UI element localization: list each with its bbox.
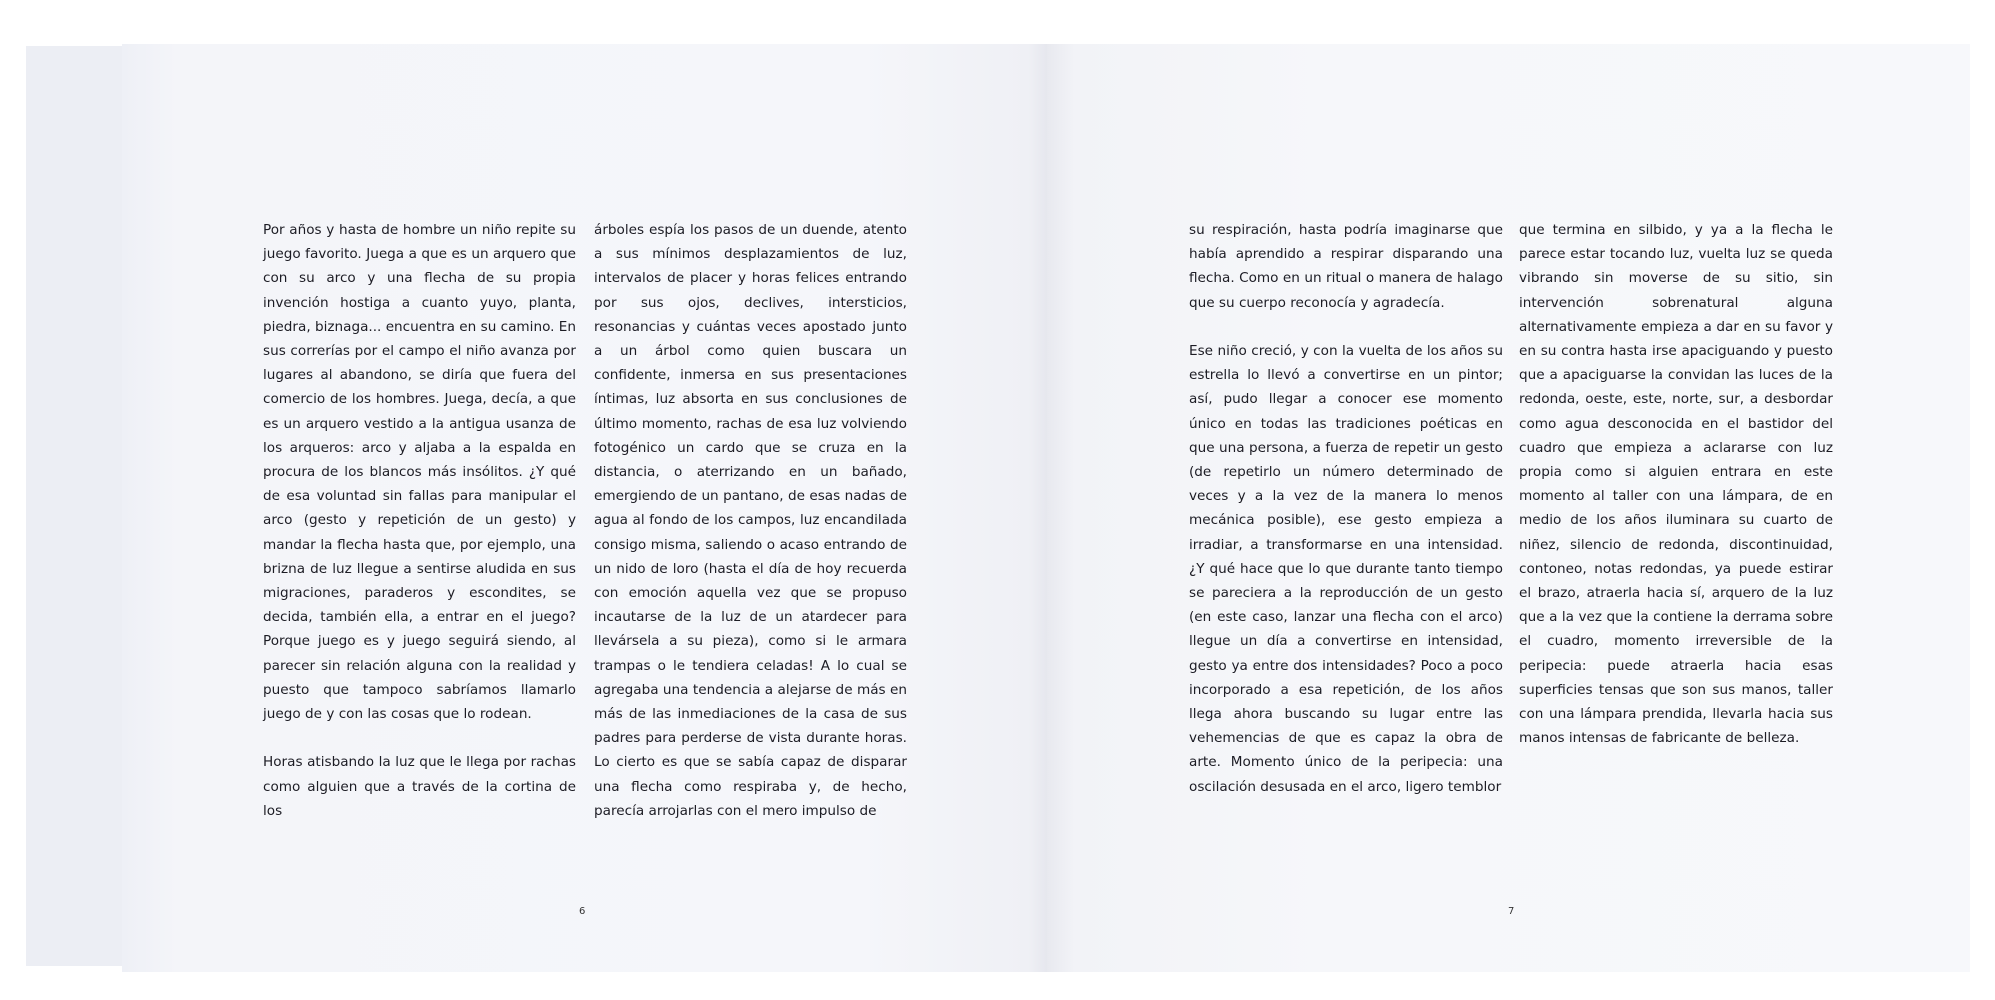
right-page-column-1 bbox=[1189, 218, 1503, 799]
left-page bbox=[122, 44, 1047, 972]
paragraph: que termina en silbido, y ya a la flecha le parece estar tocando luz, vuelta luz se queda vibrando sin moverse de su sitio, sin intervención sobrenatural alguna alternativamente empieza a dar en su favor y en su contra hasta irse apaciguando y puesto que a apaciguarse la convidan las luces de la redonda, oeste, este, norte, sur, a desbordar como agua desconocida en el bastidor del cuadro que empieza a aclararse con luz propia como si alguien entrara en este momento al taller con una lámpara, de en medio de los años iluminara su cuarto de niñez, silencio de redonda, discontinuidad, contoneo, notas redondas, ya puede estirar el brazo, atraerla hacia sí, arquero de la luz que a la vez que la contiene la derrama sobre el cuadro, momento irreversible de la peripecia: puede atraerla hacia esas superficies tensas que son sus manos, taller con una lámpara prendida, llevarla hacia sus manos intensas de fabricante de belleza. bbox=[1519, 222, 1833, 747]
right-page-column-2 bbox=[1519, 218, 1833, 750]
page-number-right: 7 bbox=[1508, 906, 1515, 917]
left-page-column-2 bbox=[594, 218, 907, 823]
paragraph: árboles espía los pasos de un duende, atento a sus mínimos desplazamientos de luz, intervalos de placer y horas felices entrando por sus ojos, declives, intersticios, resonancias y cuántas veces apostado junto a un árbol como quien buscara un confidente, inmersa en sus presentaciones íntimas, luz absorta en sus conclusiones de último momento, rachas de esa luz volviendo fotogénico un cardo que se cruza en la distancia, o aterrizando en un bañado, emergiendo de un pantano, de esas nadas de agua al fondo de los campos, luz encandilada consigo misma, saliendo o acaso entrando de un nido de loro (hasta el día de hoy recuerda con emoción aquella vez que se propuso incautarse de la luz de un atardecer para llevársela a su pieza), como si le armara trampas o le tendiera celadas! A lo cual se agregaba una tendencia a alejarse de más en más de las inmediaciones de la casa de sus padres para perderse de vista durante horas. Lo cierto es que se sabía capaz de disparar una flecha como respiraba y, de hecho, parecía arrojarlas con el mero impulso de bbox=[594, 222, 907, 819]
paragraph: Por años y hasta de hombre un niño repite su juego favorito. Juega a que es un arquero que con su arco y una flecha de su propia invención hostiga a cuanto yuyo, planta, piedra, biznaga... encuentra en su camino. En sus correrías por el campo el niño avanza por lugares al abandono, se diría que fuera del comercio de los hombres. Juega, decía, a que es un arquero vestido a la antigua usanza de los arqueros: arco y aljaba a la espalda en procura de los blancos más insólitos. ¿Y qué de esa voluntad sin fallas para manipular el arco (gesto y repetición de un gesto) y mandar la flecha hasta que, por ejemplo, una brizna de luz llegue a sentirse aludida en sus migraciones, paraderos y escondites, se decida, también ella, a entrar en el juego? Porque juego es y juego seguirá siendo, al parecer sin relación alguna con la realidad y puesto que tampoco sabríamos llamarlo juego de y con las cosas que lo rodean. bbox=[263, 222, 576, 723]
page-number-left: 6 bbox=[579, 906, 586, 917]
paragraph: Ese niño creció, y con la vuelta de los años su estrella lo llevó a convertirse en un pintor; así, pudo llegar a conocer ese momento único en todas las tradiciones poéticas en que una persona, a fuerza de repetir un gesto (de repetirlo un número determinado de veces y a la vez de la manera lo menos mecánica posible), ese gesto empieza a irradiar, a transformarse en una intensidad. ¿Y qué hace que lo que durante tanto tiempo se pareciera a la reproducción de un gesto (en este caso, lanzar una flecha con el arco) llegue un día a convertirse en intensidad, gesto ya entre dos intensidades? Poco a poco incorporado a esa repetición, de los años llega ahora buscando su lugar entre las vehemencias de que es capaz la obra de arte. Momento único de la peripecia: una oscilación desusada en el arco, ligero temblor bbox=[1189, 343, 1503, 795]
left-page-column-1 bbox=[263, 218, 576, 823]
paragraph: Horas atisbando la luz que le llega por rachas como alguien que a través de la cortina de los bbox=[263, 754, 576, 819]
paragraph: su respiración, hasta podría imaginarse que había aprendido a respirar disparando una flecha. Como en un ritual o manera de halago que su cuerpo reconocía y agradecía. bbox=[1189, 222, 1503, 311]
